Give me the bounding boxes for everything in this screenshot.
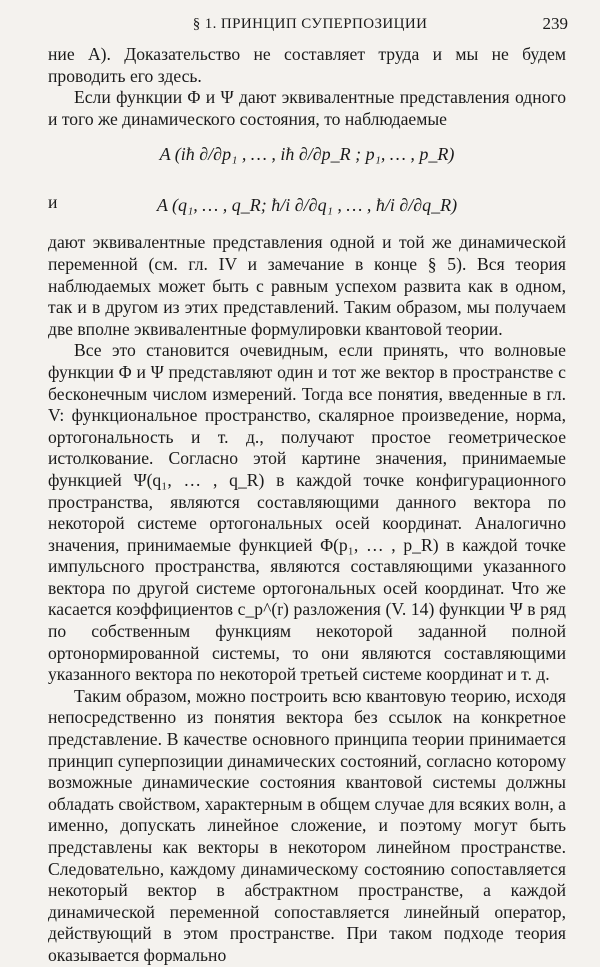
conjunction-and: и [48, 192, 58, 213]
body-text [48, 44, 566, 967]
paragraph-1: ние А). Доказательство не составляет труда и мы не будем проводить его здесь. [48, 44, 566, 86]
page-number: 239 [542, 14, 568, 33]
paragraph-4: Таким образом, можно построить всю квантовую теорию, исходя непосредственно из понятия вектора без ссылок на конкретное представление. В качестве основного принципа теории принимается принцип суперпозиции динамических состояний, согласно которому возможные динамические состояния квантовой системы должны обладать свойством, характерным в общем случае для всяких волн, а именно, допускать линейное сложение, и поэтому могут быть представлены как векторы в некотором линейном пространстве. Следовательно, каждому динамическому состоянию сопоставляется некоторый вектор в абстрактном пространстве, а каждой динамической переменной сопоставляется линейный оператор, действующий в этом пространстве. При таком подходе теория оказывается формально [48, 685, 566, 965]
formula-1: A (iħ ∂/∂p₁ , … , iħ ∂/∂p_R ; p₁, … , p_R) [159, 143, 455, 164]
page-header [50, 12, 570, 36]
running-head: § 1. ПРИНЦИП СУПЕРПОЗИЦИИ [192, 15, 428, 32]
formula-coordinate-representation [48, 178, 566, 232]
formula-momentum-representation [48, 130, 566, 178]
paragraph-2-continuation: дают эквивалентные представления одной и той же динамической переменной (см. гл. IV и замечание в конце § 5). Вся теория наблюдаемых может быть с равным успехом развита как в одном, так и в другом из этих представлений. Таким образом, мы получаем две вполне эквивалентные формулировки квантовой теории. [48, 232, 566, 339]
formula-2: A (q₁, … , q_R; ħ/i ∂/∂q₁ , … , ħ/i ∂/∂q_R) [156, 194, 458, 215]
paragraph-2-intro: Если функции Φ и Ψ дают эквивалентные представления одного и того же динамического состояния, то наблюдаемые [48, 87, 566, 129]
paragraph-3: Все это становится очевидным, если принять, что волновые функции Φ и Ψ представляют один и тот же вектор в пространстве с бесконечным числом измерений. Тогда все понятия, введенные в гл. V: функциональное пространство, скалярное произведение, норма, ортогональность и т. д., получают простое геометрическое истолкование. Согласно этой картине значения, принимаемые функцией Ψ(q₁, … , q_R) в каждой точке конфигурационного пространства, являются составляющими данного вектора по некоторой системе ортогональных осей координат. Аналогично значения, принимаемые функцией Φ(p₁, … , p_R) в каждой точке импульсного пространства, являются составляющими указанного вектора по другой системе ортогональных осей координат. Что же касается коэффициентов c_p^(r) разложения (V. 14) функции Ψ в ряд по собственным функциям некоторой заданной полной ортонормированной системы, то они являются составляющими указанного вектора по некоторой третьей системе координат и т. д. [48, 340, 566, 685]
